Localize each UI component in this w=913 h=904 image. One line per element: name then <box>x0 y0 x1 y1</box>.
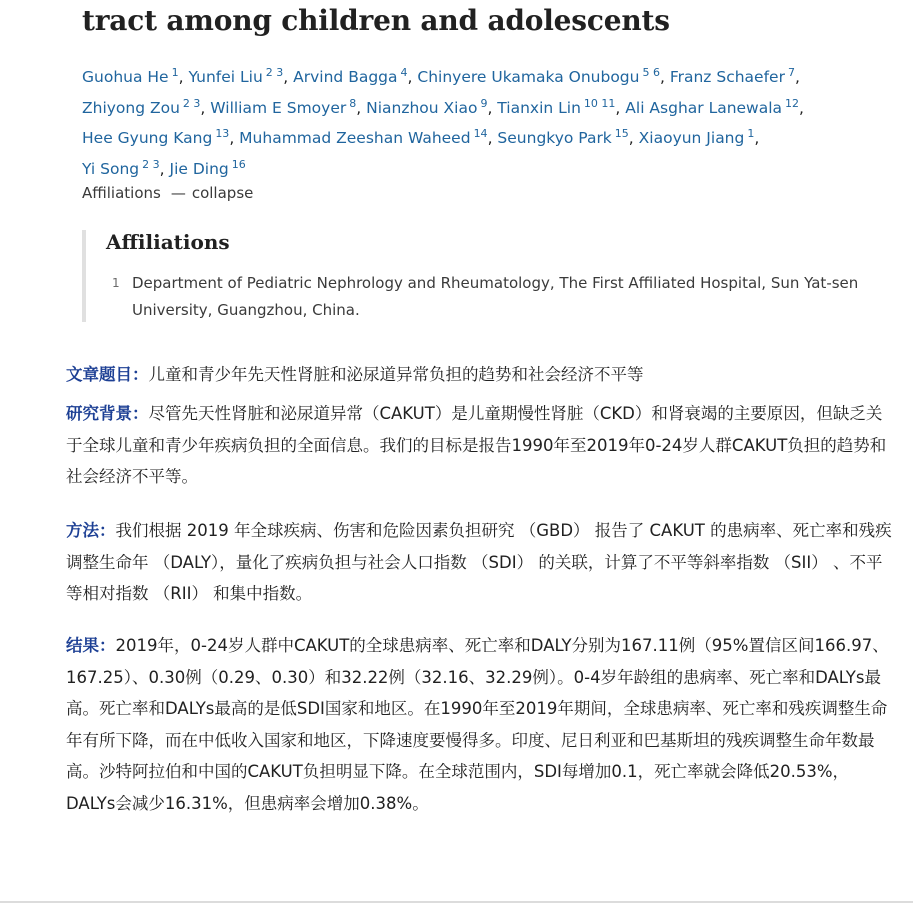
affiliations-heading: Affiliations <box>106 230 230 254</box>
author-item: Yi Song $^{2 3}$, <box>82 157 170 178</box>
author-item: Franz Schaefer $^7$, <box>669 66 800 86</box>
author-link[interactable]: Zhiyong Zou <box>82 98 180 117</box>
author-item: Ali Asghar Lanewala $^{12}$, <box>625 96 804 117</box>
affiliation-ref[interactable]: 2 3 <box>265 66 284 79</box>
author-link[interactable]: Guohua He <box>82 68 169 86</box>
summary-title-paragraph <box>66 359 896 391</box>
author-link[interactable]: Seungkyo Park <box>497 129 612 147</box>
background-label: 研究背景： <box>66 404 149 423</box>
author-link[interactable]: Franz Schaefer <box>669 68 785 86</box>
author-item: Zhiyong Zou $^{2 3}$, <box>82 96 211 117</box>
affiliation-ref[interactable]: 14 <box>473 127 488 140</box>
author-link[interactable]: Nianzhou Xiao <box>366 98 478 117</box>
author-link[interactable]: William E Smoyer <box>210 98 347 117</box>
methods-text: 我们根据 2019 年全球疾病、伤害和危险因素负担研究 （GBD） 报告了 CAKUT 的患病率、死亡率和残疾调整生命年 （DALY），量化了疾病负担与社会人口指数 （SDI） 的关联，计算了不平等斜率指数 （SII） 、不平等相对指数 （RII） 和集中指数。 <box>66 521 892 603</box>
affiliation-ref[interactable]: 16 <box>231 157 246 171</box>
author-link[interactable]: Yi Song <box>82 159 140 178</box>
author-item: Nianzhou Xiao $^9$, <box>366 96 498 117</box>
methods-label: 方法： <box>66 521 116 540</box>
affiliation-number: 1 <box>112 276 120 290</box>
author-item: Muhammad Zeeshan Waheed $^{14}$, <box>239 127 498 147</box>
affiliation-ref[interactable]: 9 <box>480 96 488 110</box>
affiliation-ref[interactable]: 5 6 <box>642 66 660 79</box>
summary-title-text: 儿童和青少年先天性肾脏和泌尿道异常负担的趋势和社会经济不平等 <box>148 365 644 384</box>
author-item: Chinyere Ukamaka Onubogu $^{5 6}$, <box>417 66 670 86</box>
results-label: 结果： <box>66 636 116 655</box>
author-link[interactable]: Ali Asghar Lanewala <box>625 98 783 117</box>
affiliation-ref[interactable]: 10 11 <box>583 96 616 110</box>
article-title: tract among children and adolescents <box>82 4 670 37</box>
author-link[interactable]: Jie Ding <box>169 159 229 178</box>
author-item: Hee Gyung Kang $^{13}$, <box>82 127 240 147</box>
summary-title-label: 文章题目： <box>66 365 149 384</box>
affiliation-ref[interactable]: 1 <box>747 127 755 140</box>
author-link[interactable]: Muhammad Zeeshan Waheed <box>239 129 471 147</box>
author-item: Tianxin Lin $^{10 11}$, <box>497 96 626 117</box>
author-link[interactable]: Yunfei Liu <box>188 68 263 86</box>
affiliation-text: Department of Pediatric Nephrology and Rheumatology, The First Affiliated Hospital, Sun Yat-sen University, Guangzhou, China. <box>132 274 859 319</box>
affiliation-ref[interactable]: 2 3 <box>142 157 160 171</box>
affiliation-ref[interactable]: 13 <box>215 127 230 140</box>
methods-paragraph <box>66 515 896 610</box>
affiliation-ref[interactable]: 2 3 <box>182 96 201 110</box>
author-link[interactable]: Xiaoyun Jiang <box>638 129 745 147</box>
author-list <box>82 60 882 182</box>
results-text: 2019年，0-24岁人群中CAKUT的全球患病率、死亡率和DALY分别为167.11例（95%置信区间166.97、167.25）、0.30例（0.29、0.30）和32.22例（32.16、32.29例）。0-4岁年龄组的患病率、死亡率和DALYs最高。死亡率和DALYs最高的是低SDI国家和地区。在1990年至2019年期间，全球患病率、死亡率和残疾调整生命年有所下降，而在中低收入国家和地区，下降速度要慢得多。印度、尼日利亚和巴基斯坦的残疾调整生命年数最高。沙特阿拉伯和中国的CAKUT负担明显下降。在全球范围内，SDI每增加0.1，死亡率就会降低20.53%，DALYs会减少16.31%，但患病率会增加0.38%。 <box>66 636 889 813</box>
affiliation-ref[interactable]: 4 <box>400 66 408 79</box>
author-item <box>169 157 246 178</box>
affiliation-ref[interactable]: 7 <box>787 66 795 79</box>
author-item: Xiaoyun Jiang $^1$, <box>638 127 760 147</box>
results-paragraph <box>66 630 896 819</box>
background-text: 尽管先天性肾脏和泌尿道异常（CAKUT）是儿童期慢性肾脏（CKD）和肾衰竭的主要原因，但缺乏关于全球儿童和青少年疾病负担的全面信息。我们的目标是报告1990年至2019年0-24岁人群CAKUT负担的趋势和社会经济不平等。 <box>66 404 887 486</box>
affiliations-panel <box>82 230 886 322</box>
affiliations-collapse-link[interactable]: collapse <box>191 184 254 202</box>
author-link[interactable]: Arvind Bagga <box>293 68 398 86</box>
author-link[interactable]: Chinyere Ukamaka Onubogu <box>417 68 640 86</box>
collapse-dash-icon: — <box>170 184 186 202</box>
author-item: Guohua He $^1$, <box>82 66 189 86</box>
affiliation-ref[interactable]: 8 <box>349 96 357 110</box>
affiliation-ref[interactable]: 1 <box>171 66 179 79</box>
affiliation-ref[interactable]: 12 <box>785 96 800 110</box>
affiliations-toggle-label: Affiliations <box>82 184 161 202</box>
author-item: William E Smoyer $^8$, <box>210 96 367 117</box>
author-link[interactable]: Hee Gyung Kang <box>82 129 213 147</box>
affiliations-toggle[interactable] <box>82 184 253 202</box>
author-item: Yunfei Liu $^{2 3}$, <box>188 66 294 86</box>
author-link[interactable]: Tianxin Lin <box>497 98 581 117</box>
author-item: Seungkyo Park $^{15}$, <box>497 127 639 147</box>
author-item: Arvind Bagga $^4$, <box>293 66 418 86</box>
bottom-divider <box>0 901 913 903</box>
affiliation-ref[interactable]: 15 <box>614 127 629 140</box>
background-paragraph <box>66 398 896 493</box>
